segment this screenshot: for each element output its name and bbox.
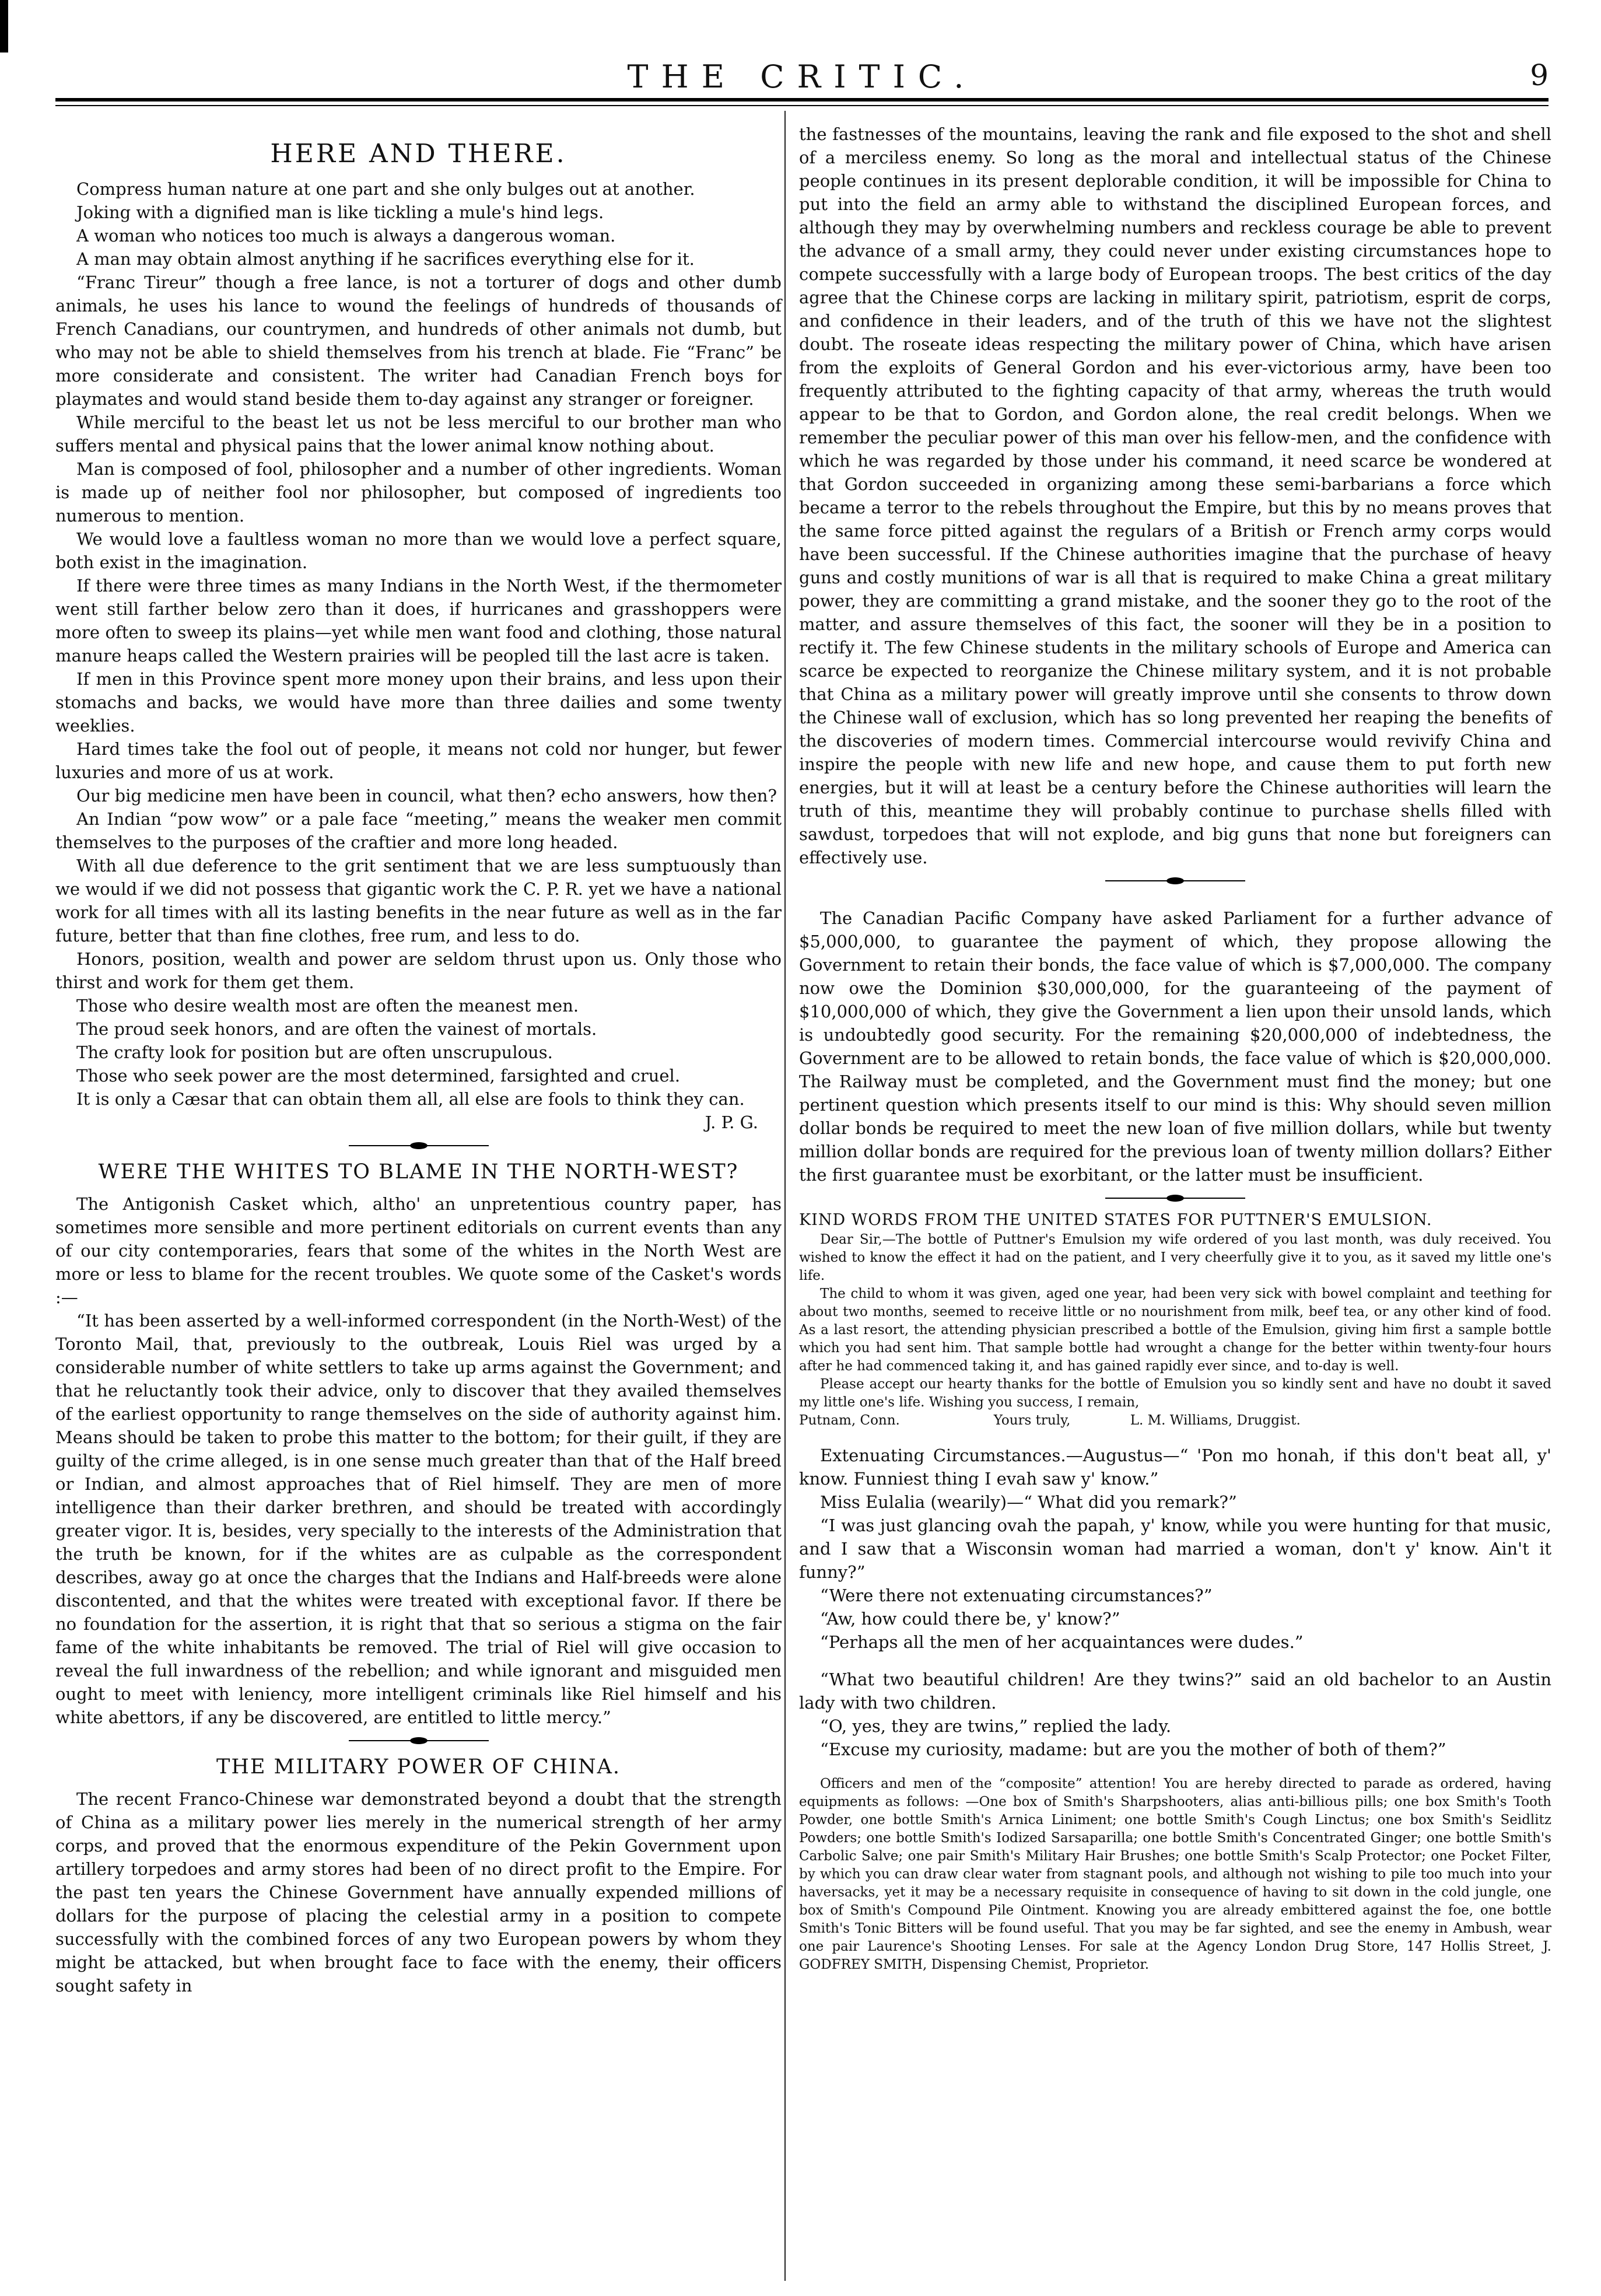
article-paragraph: If there were three times as many Indians in the North West, if the thermometer went still farther below zero than it does, if hurricanes and grasshoppers were more often to sweep its plains—yet while men want food and clothing, those natural manure heaps called the Western prairies will be peopled till the last acre is taken. (55, 576, 782, 666)
article-paragraph: Compress human nature at one part and she only bulges out at another. (76, 179, 695, 199)
article-paragraph: Our big medicine men have been in council, what then? echo answers, how then? (76, 786, 777, 806)
section-ornament (1105, 1195, 1245, 1202)
article-paragraph: We would love a faultless woman no more than we would love a perfect square, both exist in the imagination. (55, 529, 782, 572)
kind-words-title: KIND WORDS FROM THE UNITED STATES FOR PUTTNER'S EMULSION. (799, 1211, 1432, 1229)
letter-paragraph: The child to whom it was given, aged one year, had been very sick with bowel complaint and teething for about two months, seemed to receive little or no nourishment from milk, beef tea, or any other kind of food. As a last resort, the attending physician prescribed a bottle of the Emulsion, giving him first a sample bottle which you had sent him. That sample bottle had wrought a change for the better within twenty-four hours after he had commenced taking it, and has gained rapidly ever since, and to-day is well. (799, 1286, 1551, 1374)
section-ornament (349, 1142, 489, 1149)
anecdote-paragraph: “I was just glancing ovah the papah, y' know, while you were hunting for that music, and I saw that a Wisconsin woman had married a woman, don't y' know. Ain't it funny?” (799, 1516, 1551, 1582)
article-paragraph: Man is composed of fool, philosopher and a number of other ingredients. Woman is made up of neither fool nor philosopher, but composed of ingredients too numerous to mention. (55, 459, 782, 526)
letter-place: Putnam, Conn. (799, 1413, 900, 1428)
letter-closing: Yours truly, (993, 1413, 1071, 1428)
article-paragraph: A man may obtain almost anything if he sacrifices everything else for it. (76, 249, 695, 269)
letter-paragraph: Please accept our hearty thanks for the bottle of Emulsion you so kindly sent and have no doubt it saved my little one's life. Wishing you success, I remain, (799, 1377, 1551, 1410)
anecdote-paragraph: “O, yes, they are twins,” replied the lady. (820, 1716, 1172, 1736)
letter-signoff (799, 1412, 1551, 1430)
anecdote-paragraph: “Aw, how could there be, y' know?” (820, 1609, 1120, 1629)
column-divider (784, 111, 786, 2281)
anecdote-paragraph: “Excuse my curiosity, madame: but are you the mother of both of them?” (820, 1740, 1446, 1759)
article-paragraph: The crafty look for position but are often unscrupulous. (76, 1042, 553, 1062)
page-number: 9 (1530, 58, 1549, 92)
article-paragraph-continued: the fastnesses of the mountains, leaving the rank and file exposed to the shot and shell of a merciless enemy. So long as the moral and intellectual status of the Chinese people continues in its present deplorable condition, it will be impossible for China to put into the field an army able to withstand the disciplined European forces, and although they may by overwhelming numbers and reckless courage be able to prevent the advance of a small army, they could never under existing circumstances hope to compete successfully with a large body of European troops. The best critics of the day agree that the Chinese corps are lacking in military spirit, patriotism, esprit de corps, and confidence in their leaders, and of the truth of this we have not the slightest doubt. The roseate ideas respecting the military power of China, which have arisen from the exploits of General Gordon and his ever-victorious army, have been too frequently attributed to the fighting capacity of that army, whereas the truth would appear to be that to Gordon, and Gordon alone, the real credit belongs. When we remember the peculiar power of this man over his fellow-men, and the confidence with which he was regarded by those under his command, it need scarce be wondered at that Gordon succeeded in organizing among these semi-barbarians a force which became a terror to the rebels throughout the Empire, but this by no means proves that the same force pitted against the regulars of a British or French army corps would have been successful. If the Chinese authorities imagine that the purchase of heavy guns and costly munitions of war is all that is required to make China a great military power, they are committing a grand mistake, and the sooner they go to the root of the matter, and assure themselves of this fact, the sooner will they be in a position to rectify it. The few Chinese students in the military schools of Europe and America can scarce be expected to reorganize the Chinese military system, and it is not probable that China as a military power will greatly improve until she consents to throw down the Chinese wall of exclusion, which has so long prevented her reaping the benefits of the discoveries of modern times. Commercial intercourse would revivify China and inspire the people with new life and new hope, and cause them to put forth new energies, but it will at least be a century before the Chinese authorities will learn the truth of this, meantime they will probably continue to purchase shells filled with sawdust, torpedoes that will not explode, and big guns that none but foreigners can effectively use. (799, 124, 1551, 867)
article-paragraph: The recent Franco-Chinese war demonstrated beyond a doubt that the strength of China as a military power lies merely in the numerical strength of her army corps, and proved that the enormous expenditure of the Pekin Government upon artillery torpedoes and army stores had been of no direct profit to the Empire. For the past ten years the Chinese Government have annually expended millions of dollars for the purpose of placing the celestial army in a position to compete successfully with the combined forces of any two European powers by whom they might be attacked, but when brought face to face with the enemy, their officers sought safety in (55, 1789, 782, 1996)
publication-title: THE CRITIC. (627, 58, 977, 95)
left-column (55, 123, 782, 1997)
article-paragraph: Honors, position, wealth and power are seldom thrust upon us. Only those who thirst and work for them get them. (55, 949, 782, 992)
masthead (55, 58, 1549, 93)
article-paragraph: While merciful to the beast let us not be less merciful to our brother man who suffers mental and physical pains that the lower animal know nothing about. (55, 412, 782, 456)
here-and-there-title: HERE AND THERE. (270, 139, 567, 169)
anecdote-paragraph: Miss Eulalia (wearily)—“ What did you remark?” (820, 1492, 1237, 1512)
article-paragraph: An Indian “pow wow” or a pale face “meeting,” means the weaker men commit themselves to the purposes of the craftier and more long headed. (55, 809, 782, 852)
anecdote-paragraph: Extenuating Circumstances.—Augustus—“ 'Pon mo honah, if this don't beat all, y' know. Funniest thing I evah saw y' know.” (799, 1446, 1551, 1489)
article-paragraph: “Franc Tireur” though a free lance, is not a torturer of dogs and other dumb animals, he uses his lance to wound the feelings of hundreds of thousands of French Canadians, our countrymen, and hundreds of other animals not dumb, but who may not be able to shield themselves from his trench at blade. Fie “Franc” be more considerate and consistent. The writer had Canadian French boys for playmates and would stand beside them to-day against any stranger or foreigner. (55, 272, 782, 409)
article-paragraph: Those who seek power are the most determined, farsighted and cruel. (76, 1066, 681, 1086)
anecdote-paragraph: “What two beautiful children! Are they twins?” said an old bachelor to an Austin lady with two children. (799, 1670, 1551, 1713)
anecdote-paragraph: “Perhaps all the men of her acquaintances were dudes.” (820, 1632, 1304, 1652)
masthead-rule-thin (55, 105, 1549, 106)
section-ornament (349, 1737, 489, 1744)
anecdote-paragraph: “Were there not extenuating circumstances?” (820, 1586, 1213, 1605)
article-paragraph: Hard times take the fool out of people, it means not cold nor hunger, but fewer luxuries and more of us at work. (55, 739, 782, 782)
article-paragraph: It is only a Cæsar that can obtain them all, all else are fools to think they can. (76, 1089, 745, 1109)
article-paragraph: Joking with a dignified man is like tickling a mule's hind legs. (76, 202, 604, 222)
military-power-title: THE MILITARY POWER OF CHINA. (216, 1755, 621, 1779)
were-the-whites-title: WERE THE WHITES TO BLAME IN THE NORTH-WEST? (98, 1160, 739, 1184)
scan-edge-mark (0, 0, 8, 52)
article-paragraph: The Antigonish Casket which, altho' an unpretentious country paper, has sometimes more sensible and more pertinent editorials on current events than any of our city contemporaries, fears that some of the whites in the North West are more or less to blame for the recent troubles. We quote some of the Casket's words :— (55, 1194, 782, 1307)
letter-paragraph: Dear Sir,—The bottle of Puttner's Emulsion my wife ordered of you last month, was duly received. You wished to know the effect it had on the patient, and I very cheerfully give it to you, as it saved my little one's life. (799, 1232, 1551, 1283)
article-paragraph: The proud seek honors, and are often the vainest of mortals. (76, 1019, 597, 1039)
article-paragraph: With all due deference to the grit sentiment that we are less sumptuously than we would if we did not possess that gigantic work the C. P. R. yet we have a national work for all times with all its lasting benefits in the near future as well as in the far future, better that than fine clothes, free rum, and less to do. (55, 856, 782, 946)
article-paragraph: A woman who notices too much is always a dangerous woman. (76, 226, 616, 246)
letter-signer: L. M. Williams, Druggist. (1130, 1413, 1301, 1428)
article-paragraph: If men in this Province spent more money upon their brains, and less upon their stomachs and backs, we would have more than three dailies and some twenty weeklies. (55, 669, 782, 736)
masthead-rule (55, 98, 1549, 102)
section-ornament (1105, 877, 1245, 884)
advertisement-paragraph: Officers and men of the “composite” attention! You are hereby directed to parade as ordered, having equipments as follows: —One box of Smith's Sharpshooters, alias anti-billious pills; one box Smith's Tooth Powder, one bottle Smith's Arnica Liniment; one bottle Smith's Cough Linctus; one box Smith's Seidlitz Powders; one bottle Smith's Iodized Sarsaparilla; one bottle Smith's Concentrated Ginger; one bottle Smith's Carbolic Salve; one pair Smith's Military Hair Brushes; one bottle Smith's Scalp Protector; one Pocket Filter, by which you can draw clear water from stagnant pools, and although not wishing to pile too much into your haversacks, yet it may be a necessary requisite in consequence of having to sit down in the cold jungle, one box of Smith's Compound Pile Ointment. Knowing you are already embittered against the foe, one bottle Smith's Tonic Bitters will be found useful. That you may be far sighted, and see the enemy in Ambush, wear one pair Laurence's Shooting Lenses. For sale at the Agency London Drug Store, 147 Hollis Street, J. GODFREY SMITH, Dispensing Chemist, Proprietor. (799, 1776, 1551, 1972)
right-column (799, 123, 1551, 1974)
article-paragraph: The Canadian Pacific Company have asked Parliament for a further advance of $5,000,000, to guarantee the payment of which, they propose allowing the Government to retain their bonds, the face value of which is $7,000,000. The company now owe the Dominion $30,000,000, for the guaranteeing of the payment of $10,000,000 of which, they give the Government a lien upon their unsold lands, which is undoubtedly good security. For the remaining $20,000,000 of indebtedness, the Government are to be allowed to retain bonds, the face value of which is $20,000,000. The Railway must be completed, and the Government must find the money; but one pertinent question which presents itself to our mind is this: Why should seven million dollar bonds be required to meet the new loan of five million dollars, while but twenty million dollar bonds are required for the previous loan of twenty million dollars? Either the first guarantee must be exorbitant, or the latter must be insufficient. (799, 908, 1551, 1185)
article-paragraph: “It has been asserted by a well-informed correspondent (in the North-West) of the Toronto Mail, that, previously to the outbreak, Louis Riel was urged by a considerable number of white settlers to take up arms against the Government; and that he reluctantly took their advice, only to discover that they availed themselves of the earliest opportunity to range themselves on the side of authority against him. Means should be taken to probe this matter to the bottom; for their guilt, if they are guilty of the crime alleged, is in one sense much greater than that of the Half breed or Indian, and almost approaches that of Riel himself. They are men of more intelligence than their darker brethren, and should be treated with accordingly greater vigor. It is, besides, very specially to the interests of the Administration that the truth be known, for if the whites are as culpable as the correspondent describes, away go at once the charges that the Indians and Half-breeds were alone discontented, and that the whites were treated with exceptional favor. If there be no foundation for the assertion, it is right that that so serious a stigma on the fair fame of the white inhabitants be removed. The trial of Riel will give occasion to reveal the full inwardness of the rebellion; and while ignorant and misguided men ought to meet with leniency, more intelligent criminals like Riel himself and his white abettors, if any be discovered, are entitled to little mercy.” (55, 1311, 782, 1727)
article-paragraph: Those who desire wealth most are often the meanest men. (76, 996, 579, 1016)
article-signature: J. P. G. (705, 1112, 758, 1132)
